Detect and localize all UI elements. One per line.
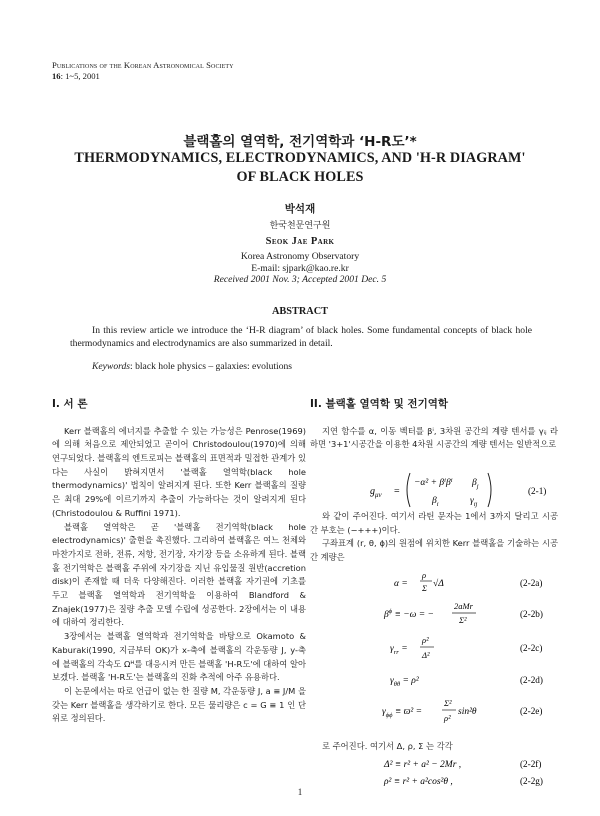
svg-text:ρ²: ρ²: [444, 713, 451, 723]
section2-heading: II. 블랙홀 열역학 및 전기역학: [310, 398, 448, 410]
equation-number: (2-1): [528, 486, 547, 496]
affiliation-english: [0, 251, 600, 274]
svg-text:Δ²: Δ²: [422, 650, 430, 660]
equation-number: (2-2b): [520, 609, 543, 619]
section2-text-after-2-1: [310, 510, 558, 565]
abstract-heading: ABSTRACT: [271, 306, 329, 317]
title-english-line1: THERMODYNAMICS, ELECTRODYNAMICS, AND 'H-R DIAGRAM': [74, 150, 526, 166]
svg-text:γθθ = ρ²: $\gamma_{\theta\theta} = \rho^2$: [390, 676, 419, 688]
svg-text:γrr =: $\gamma_{rr}$ =: [390, 644, 408, 656]
affiliation-korean: 한국천문연구원: [269, 221, 331, 231]
section2-paragraph: 구좌표계 (r, θ, ϕ)의 원점에 위치한 Kerr 블랙홀을 기술하는 시공간 계량은: [310, 538, 558, 563]
journal-name: Publications of the Korean Astronomical Society: [52, 60, 234, 70]
svg-text:Δ² ≡ r² + a² − 2Mr ,: Δ² ≡ r² + a² − 2Mr ,: [384, 760, 462, 770]
svg-text:Σ²: Σ²: [459, 615, 467, 625]
section2-text-after-2-2: [310, 740, 558, 754]
svg-text:Σ: Σ: [422, 583, 428, 593]
author-korean: 박석재: [284, 203, 316, 215]
svg-text:ρ² ≡ r² + a²cos²θ ,: ρ² ≡ r² + a²cos²θ ,: [384, 777, 453, 787]
equation-number: (2-2f): [520, 759, 542, 769]
equation-number: (2-2a): [520, 578, 543, 588]
affiliation-name: Korea Astronomy Observatory: [240, 251, 360, 262]
page-number: 1: [297, 787, 303, 797]
svg-text:γij: $\gamma_{ij}$: [470, 496, 478, 508]
abstract-text: In this review article we introduce the ‘H-R diagram’ of black holes. Some fundamental concepts of black hole thermodynamics and electrodynamics are also summarized in detail.: [70, 325, 532, 349]
journal-volume: 16: 1~5, 2001: [52, 71, 100, 81]
keywords-text: : black hole physics – galaxies: evolutions: [130, 361, 293, 372]
received-dates: Received 2001 Nov. 3; Accepted 2001 Dec. 5: [213, 274, 387, 285]
author-email: E-mail: sjpark@kao.re.kr: [251, 262, 349, 274]
equation-2-1: [370, 470, 560, 510]
section1-paragraph: 3장에서는 블랙홀 열역학과 전기역학을 바탕으로 Okamoto & Kaburaki(1990, 지금부터 OK)가 x-축에 블랙홀의 각운동량 J, y-축에 블랙홀의 각속도 Ωᴴ를 대응시켜 만든 블랙홀 'H-R도'에 대하여 알아보겠다. 블랙홀 'H-R도'는 블랙홀의 진화 추적에 아주 유용하다.: [52, 631, 306, 683]
delta-rho-equations: [380, 754, 560, 788]
title-english-line2: OF BLACK HOLES: [236, 169, 364, 185]
svg-text:√Δ: √Δ: [433, 579, 444, 589]
svg-text:ρ²: ρ²: [422, 635, 429, 645]
section1-paragraph: 이 논문에서는 따로 언급이 없는 한 질량 M, 각운동량 J, a ≡ J/M 을 갖는 Kerr 블랙홀을 생각하기로 한다. 모든 물리량은 c = G ≡ 1 인 단위로 정의된다.: [52, 685, 306, 724]
svg-text:sin²θ: sin²θ: [458, 707, 477, 717]
title-korean: 블랙홀의 열역학, 전기역학과 ‘H-R도’*: [183, 134, 417, 150]
section2-paragraph: 와 같이 주어진다. 여기서 라틴 문자는 1에서 3까지 달리고 시공간 부호는 (−+++)이다.: [310, 511, 558, 535]
svg-text:gμν: $g_{\mu\nu}$: [370, 486, 382, 499]
svg-text:γϕϕ ≡ ϖ² =: $\gamma_{\phi\phi} \equiv ϖ^2$ =: [382, 707, 422, 719]
svg-text:ρ: ρ: [422, 570, 427, 580]
section2-column: [310, 398, 558, 452]
svg-text:βj: $\beta_j$: [472, 478, 479, 490]
title-english: [0, 149, 600, 187]
section1-paragraph: Kerr 블랙홀의 에너지를 추출할 수 있는 가능성은 Penrose(1969)에 의해 처음으로 제안되었고 곧이어 Christodoulou(1970)에 의해 연구되었다. 블랙홀의 엔트로피는 블랙홀의 표면적과 밀접한 관계가 있다는 사실이 밝혀지면서 '블랙홀 열역학(black hole thermodynamics)' 법칙이 알려지게 된다. 또한 Kerr 블랙홀의 질량은 최대 29%에 이르기까지 추출이 가능하다는 것이 알려지게 된다(Christodoulou & Ruffini 1971).: [52, 425, 306, 518]
keywords: [92, 361, 292, 372]
section2-paragraph: 로 주어진다. 여기서 Δ, ρ, Σ 는 각각: [322, 741, 453, 751]
journal-header: [52, 60, 234, 82]
author-english: Seok Jae Park: [265, 236, 335, 247]
svg-text:βi: $\beta_i$: [432, 496, 439, 508]
svg-text:βϕ ≡ −ω = −: $\beta^\phi \equiv -\omega$ = −: [384, 608, 434, 620]
equation-number: (2-2e): [520, 706, 543, 716]
svg-text:2aMr: 2aMr: [454, 601, 473, 611]
kerr-metric-equations: [380, 566, 560, 762]
section1-column: [52, 398, 306, 726]
svg-text:α =: α =: [394, 579, 408, 589]
equation-number: (2-2c): [520, 643, 543, 653]
svg-text:=: =: [394, 486, 400, 497]
section2-paragraph: 지연 함수를 α, 이동 벡터를 βⁱ, 3차원 공간의 계량 텐서를 γᵢⱼ 라 하면 '3+1'시공간을 이용한 4차원 시공간의 계량 텐서는 일반적으로: [310, 425, 558, 450]
keywords-label: Keywords: [92, 361, 131, 372]
svg-text:Σ²: Σ²: [444, 698, 452, 708]
metric-matrix: [370, 470, 560, 510]
section1-paragraph: 블랙홀 열역학은 곧 '블랙홀 전기역학(black hole electrodynamics)' 출현을 촉진했다. 그리하여 블랙홀은 여느 천체와 마찬가지로 전하, 전류, 저항, 전기장, 자기장 등을 소유하게 된다. 블랙홀 전기역학은 블랙홀 주위에 자기장을 지닌 유입물질 원반(accretion disk)이 존재할 때 더욱 다양해진다. 이러한 블랙홀 자기권에 기초를 두고 블랙홀 열역학과 전기역학을 이용하여 Blandford & Znajek(1977)은 질량 추출 모델 수립에 성공한다. 2장에서는 이 내용에 대하여 정리한다.: [52, 521, 306, 628]
svg-text:−α² + βiβi: $-\alpha^2 + \beta^i\beta^i$: [414, 477, 453, 488]
section1-heading: I. 서 론: [52, 398, 88, 410]
equation-number: (2-2d): [520, 675, 543, 685]
equation-number: (2-2g): [520, 776, 543, 786]
